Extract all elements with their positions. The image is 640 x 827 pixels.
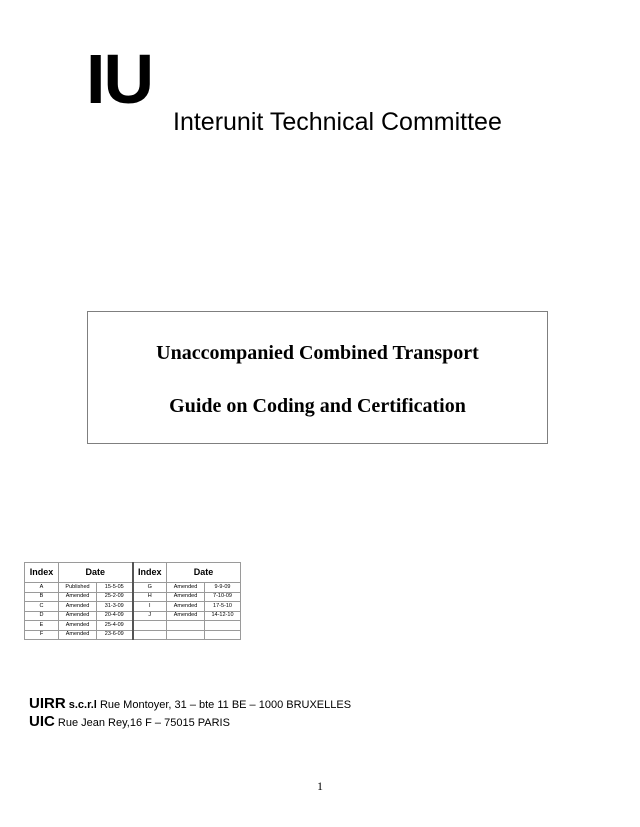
cell-index: D xyxy=(25,611,59,621)
cell-status: Amended xyxy=(59,621,97,631)
cell-index xyxy=(133,630,167,640)
cell-date: 15-5-05 xyxy=(97,583,133,593)
document-title: Unaccompanied Combined Transport xyxy=(156,342,479,364)
cell-index: F xyxy=(25,630,59,640)
uirr-name: UIRR xyxy=(29,695,66,712)
uirr-address-line xyxy=(29,696,351,711)
cell-status: Published xyxy=(59,583,97,593)
uirr-suffix: s.c.r.l xyxy=(68,699,97,711)
cell-date: 25-2-09 xyxy=(97,592,133,602)
cell-index: J xyxy=(133,611,167,621)
cell-status: Amended xyxy=(59,592,97,602)
uic-address: Rue Jean Rey,16 F – 75015 PARIS xyxy=(57,717,230,729)
cell-date: 23-6-09 xyxy=(97,630,133,640)
cell-date: 9-9-09 xyxy=(205,583,241,593)
iu-logo: IU xyxy=(86,40,152,118)
cell-date xyxy=(205,630,241,640)
revision-table-header xyxy=(25,563,241,583)
cell-status: Amended xyxy=(59,630,97,640)
header-date: Date xyxy=(59,563,133,583)
cell-date: 17-5-10 xyxy=(205,602,241,612)
cell-date: 31-3-09 xyxy=(97,602,133,612)
cell-date: 25-4-09 xyxy=(97,621,133,631)
table-row xyxy=(25,592,241,602)
cell-date xyxy=(205,621,241,631)
cell-date: 14-12-10 xyxy=(205,611,241,621)
header-index: Index xyxy=(133,563,167,583)
cell-status xyxy=(167,630,205,640)
revision-table xyxy=(24,562,241,640)
cell-status: Amended xyxy=(167,592,205,602)
cell-date: 20-4-09 xyxy=(97,611,133,621)
cell-status: Amended xyxy=(167,583,205,593)
table-row xyxy=(25,630,241,640)
table-row xyxy=(25,621,241,631)
cell-index: C xyxy=(25,602,59,612)
cell-status: Amended xyxy=(59,611,97,621)
cell-date: 7-10-09 xyxy=(205,592,241,602)
table-row xyxy=(25,583,241,593)
cell-status xyxy=(167,621,205,631)
cell-index: I xyxy=(133,602,167,612)
title-box xyxy=(87,311,548,444)
uirr-address: Rue Montoyer, 31 – bte 11 BE – 1000 BRUXELLES xyxy=(99,699,352,711)
uic-address-line xyxy=(29,714,230,729)
table-row xyxy=(25,602,241,612)
cell-index xyxy=(133,621,167,631)
cell-index: H xyxy=(133,592,167,602)
cell-status: Amended xyxy=(167,611,205,621)
header-index: Index xyxy=(25,563,59,583)
committee-name: Interunit Technical Committee xyxy=(173,108,502,136)
cell-status: Amended xyxy=(59,602,97,612)
table-row xyxy=(25,611,241,621)
document-subtitle: Guide on Coding and Certification xyxy=(169,395,466,417)
uic-name: UIC xyxy=(29,713,55,730)
cell-index: E xyxy=(25,621,59,631)
cell-index: G xyxy=(133,583,167,593)
cell-index: B xyxy=(25,592,59,602)
page-number: 1 xyxy=(317,779,323,793)
cell-status: Amended xyxy=(167,602,205,612)
cell-index: A xyxy=(25,583,59,593)
header-date: Date xyxy=(167,563,241,583)
